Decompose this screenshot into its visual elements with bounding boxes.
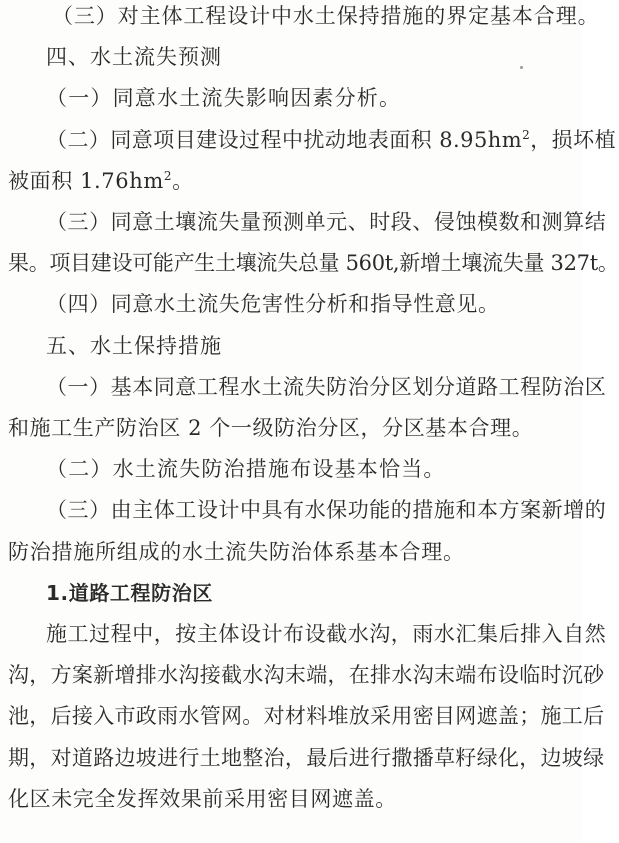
- paragraph-6-line-1: 施工过程中，按主体设计布设截水沟，雨水汇集后排入自然: [46, 622, 607, 646]
- paragraph-4-1: （一）同意水土流失影响因素分析。: [46, 86, 402, 110]
- paragraph-4-3-line-1: （三）同意土壤流失量预测单元、时段、侵蚀模数和测算结: [46, 210, 607, 234]
- paragraph-4-2b-text: 被面积 1.76hm: [8, 169, 164, 193]
- paragraph-6-line-4: 期，对道路边坡进行土地整治，最后进行撒播草籽绿化，边坡绿: [8, 746, 605, 770]
- section-heading-4: 四、水土流失预测: [46, 45, 222, 69]
- paragraph-5-3-line-1: （三）由主体工设计中具有水保功能的措施和本方案新增的: [46, 498, 607, 522]
- paragraph-4-2-text: （二）同意项目建设过程中扰动地表面积 8.95hm: [46, 128, 523, 152]
- paragraph-6-line-5: 化区未完全发挥效果前采用密目网遮盖。: [8, 787, 397, 811]
- paragraph-5-1-line-2: 和施工生产防治区 2 个一级防治分区，分区基本合理。: [8, 416, 534, 440]
- paragraph-6-line-3: 池，后接入市政雨水管网。对材料堆放采用密目网遮盖；施工后: [8, 704, 605, 728]
- paragraph-4-2-line-1: [46, 126, 616, 154]
- paragraph-4-2-tail: ，损坏植: [530, 128, 617, 152]
- superscript: 2: [522, 128, 531, 142]
- paragraph-4-4: （四）同意水土流失危害性分析和指导性意见。: [46, 292, 500, 316]
- paragraph-4-2b-tail: 。: [172, 169, 194, 193]
- section-heading-5: 五、水土保持措施: [46, 334, 222, 358]
- paragraph-5-3-line-2: 防治措施所组成的水土流失防治体系基本合理。: [8, 540, 465, 564]
- paragraph-3-3: （三）对主体工程设计中水土保持措施的界定基本合理。: [52, 4, 600, 28]
- subsection-heading-1: 1.道路工程防治区: [46, 581, 213, 605]
- scan-speck: [520, 66, 523, 69]
- paragraph-4-3-line-2: 果。项目建设可能产生土壤流失总量 560t,新增土壤流失量 327t。: [8, 251, 619, 275]
- paragraph-4-2-line-2: [8, 167, 194, 195]
- paragraph-6-line-2: 沟，方案新增排水沟接截水沟末端，在排水沟末端布设临时沉砂: [8, 663, 605, 687]
- paragraph-5-2: （二）水土流失防治措施布设基本恰当。: [46, 457, 446, 481]
- superscript: 2: [163, 169, 173, 183]
- paragraph-5-1-line-1: （一）基本同意工程水土流失防治分区划分道路工程防治区: [46, 375, 607, 399]
